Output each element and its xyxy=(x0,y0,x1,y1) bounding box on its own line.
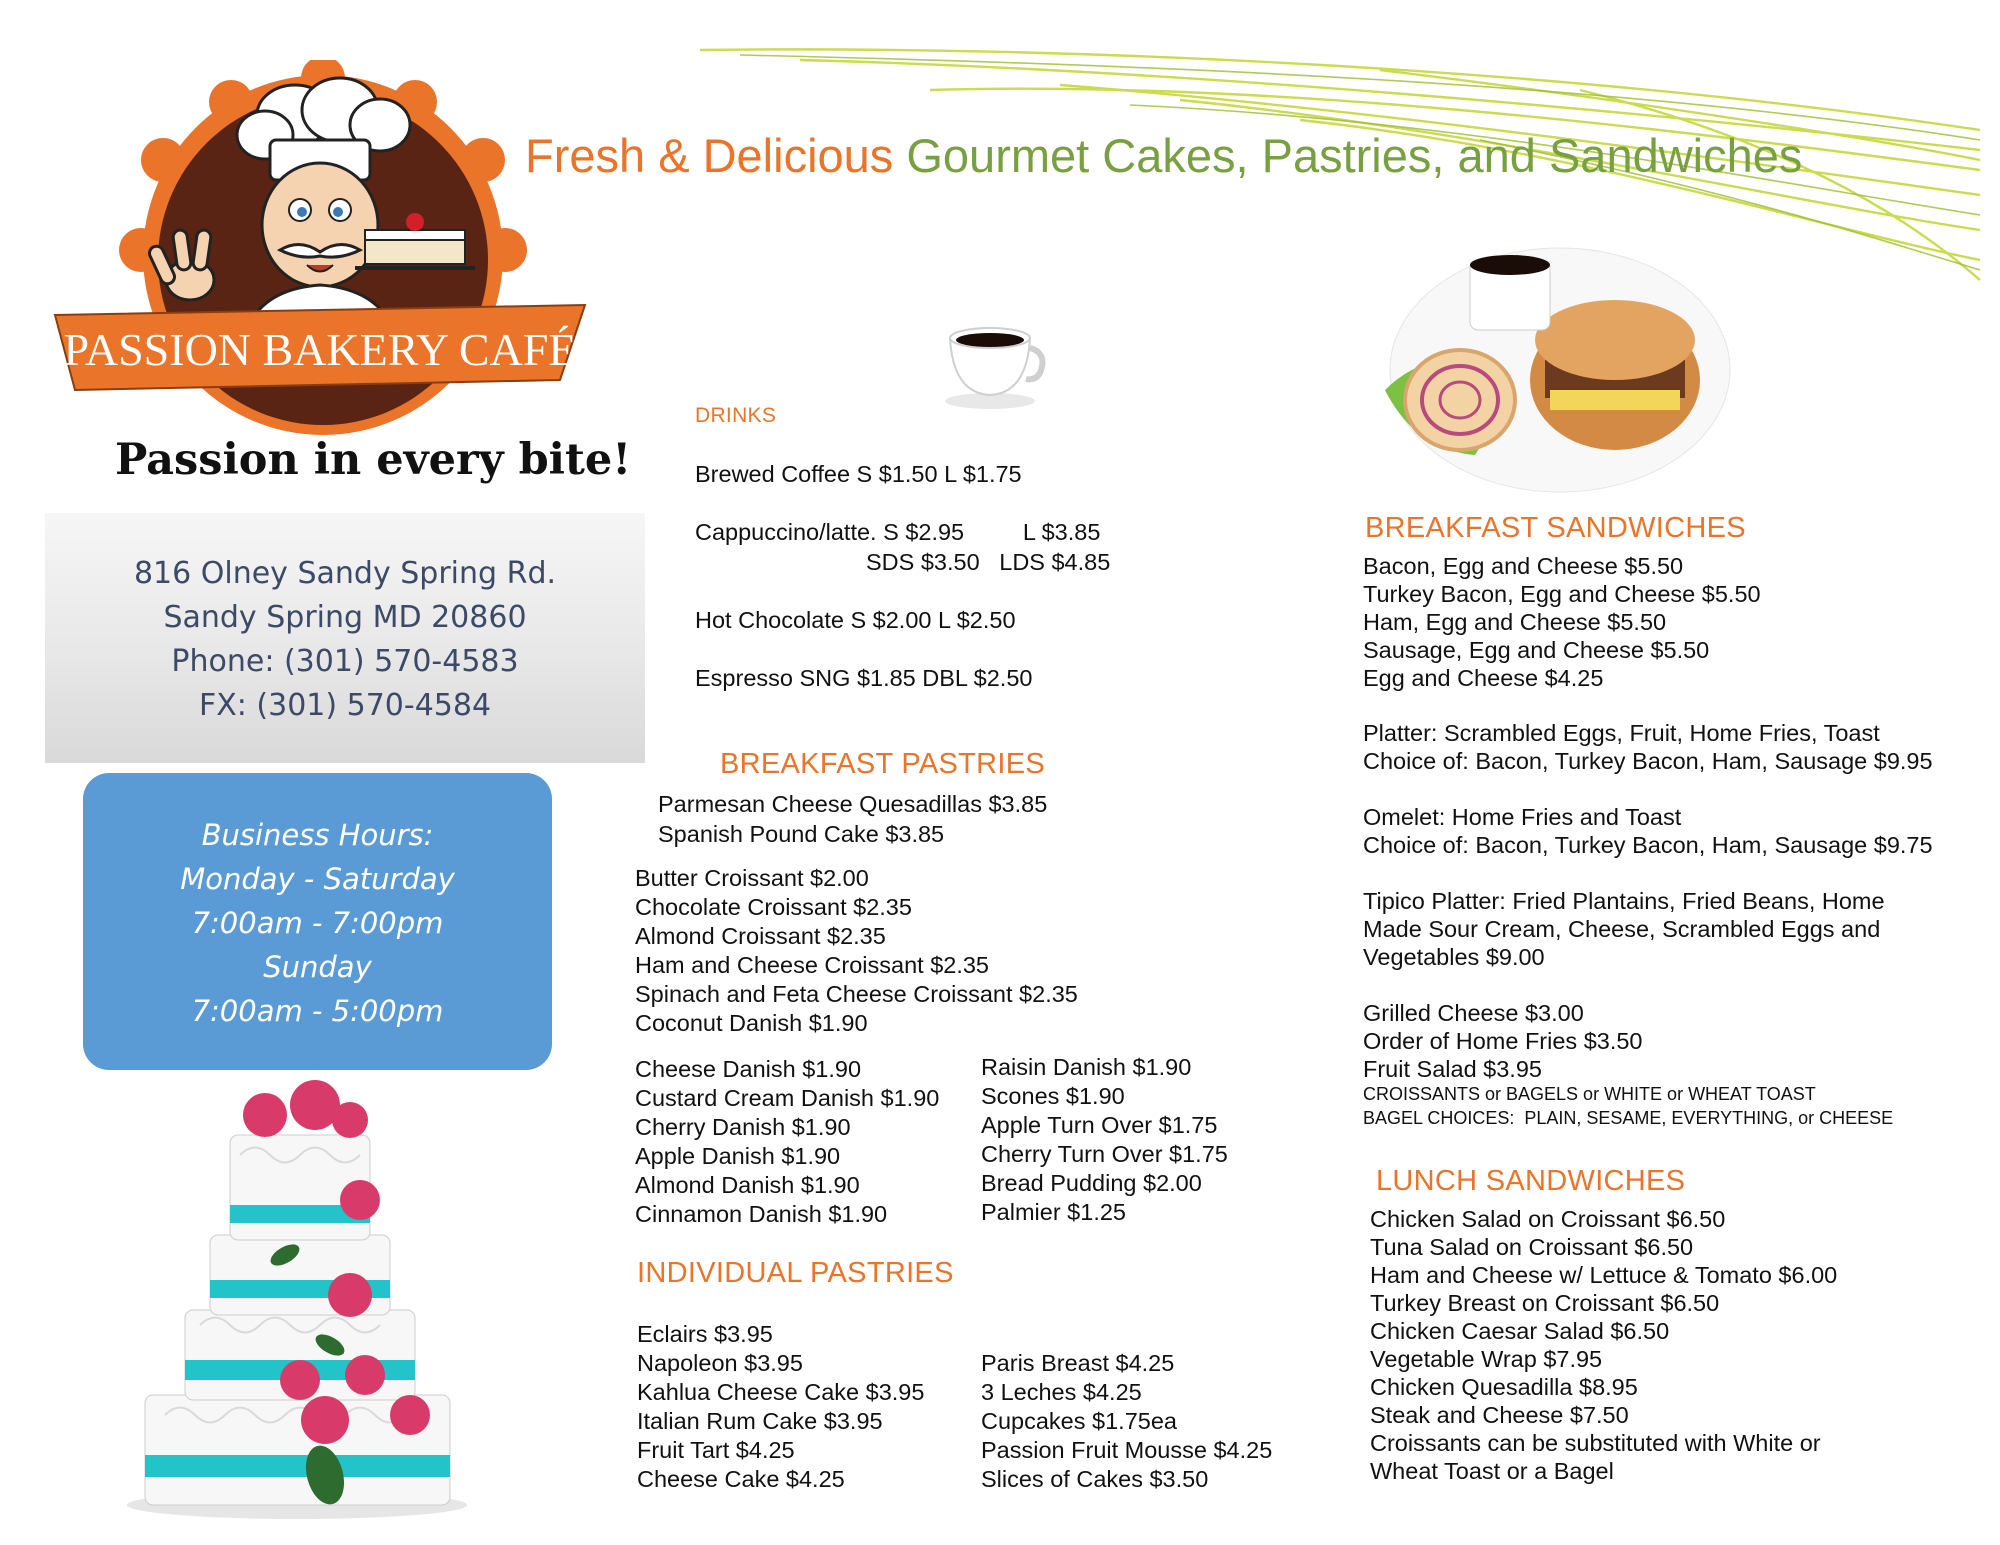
hours-sunday-time: 7:00am - 5:00pm xyxy=(191,994,444,1028)
pastry-item: Cheese Danish $1.90 xyxy=(635,1056,862,1082)
address-box xyxy=(45,513,645,763)
pastry-item: Spanish Pound Cake $3.85 xyxy=(658,821,945,847)
sandwich-item: Sausage, Egg and Cheese $5.50 xyxy=(1363,637,1710,663)
lunch-item: Chicken Salad on Croissant $6.50 xyxy=(1370,1206,1726,1232)
omelet-line: Choice of: Bacon, Turkey Bacon, Ham, Sausage $9.75 xyxy=(1363,832,1933,858)
pastry-item: Italian Rum Cake $3.95 xyxy=(637,1408,883,1434)
pastry-item: Ham and Cheese Croissant $2.35 xyxy=(635,952,990,978)
coffee-cup-icon xyxy=(935,313,1050,413)
lunch-item: Steak and Cheese $7.50 xyxy=(1370,1402,1629,1428)
pastry-item: Slices of Cakes $3.50 xyxy=(981,1466,1209,1492)
business-hours-box xyxy=(83,773,552,1070)
pastry-item: Chocolate Croissant $2.35 xyxy=(635,894,912,920)
pastry-item: 3 Leches $4.25 xyxy=(981,1379,1142,1405)
lunch-item: Chicken Caesar Salad $6.50 xyxy=(1370,1318,1670,1344)
tagline: Passion in every bite! xyxy=(115,435,632,485)
extra-item: Order of Home Fries $3.50 xyxy=(1363,1028,1643,1054)
phone-line: Phone: (301) 570-4583 xyxy=(171,644,519,679)
pastry-item: Bread Pudding $2.00 xyxy=(981,1170,1202,1196)
bagel-note: BAGEL CHOICES: PLAIN, SESAME, EVERYTHING, or CHEESE xyxy=(1363,1108,1894,1128)
pastry-item: Raisin Danish $1.90 xyxy=(981,1054,1192,1080)
lunch-item: Chicken Quesadilla $8.95 xyxy=(1370,1374,1638,1400)
pastry-item: Almond Danish $1.90 xyxy=(635,1172,860,1198)
individual-pastries-title: INDIVIDUAL PASTRIES xyxy=(637,1257,954,1289)
bagel-sandwich-plate-image xyxy=(1365,240,1740,495)
hours-weekday-time: 7:00am - 7:00pm xyxy=(191,906,444,940)
fax-line: FX: (301) 570-4584 xyxy=(198,688,492,723)
lunch-note: Croissants can be substituted with White or xyxy=(1370,1430,1821,1456)
lunch-sandwiches-title: LUNCH SANDWICHES xyxy=(1376,1165,1686,1197)
wedding-cake-image xyxy=(125,1075,470,1525)
drinks-item: Hot Chocolate S $2.00 L $2.50 xyxy=(695,607,1016,633)
pastry-item: Palmier $1.25 xyxy=(981,1199,1126,1225)
pastry-item: Apple Danish $1.90 xyxy=(635,1143,841,1169)
pastry-item: Eclairs $3.95 xyxy=(637,1321,773,1347)
platter-line: Platter: Scrambled Eggs, Fruit, Home Fries, Toast xyxy=(1363,720,1880,746)
hours-weekday-label: Monday - Saturday xyxy=(180,862,455,896)
drinks-title: DRINKS xyxy=(695,404,777,427)
sandwich-item: Ham, Egg and Cheese $5.50 xyxy=(1363,609,1667,635)
pastry-item: Parmesan Cheese Quesadillas $3.85 xyxy=(658,791,1048,817)
pastry-item: Napoleon $3.95 xyxy=(637,1350,803,1376)
bread-note: CROISSANTS or BAGELS or WHITE or WHEAT TOAST xyxy=(1363,1084,1816,1104)
pastry-item: Butter Croissant $2.00 xyxy=(635,865,869,891)
pastry-item: Cupcakes $1.75ea xyxy=(981,1408,1177,1434)
hours-heading: Business Hours: xyxy=(201,818,434,852)
sandwich-item: Egg and Cheese $4.25 xyxy=(1363,665,1604,691)
pastry-item: Apple Turn Over $1.75 xyxy=(981,1112,1218,1138)
pastry-item: Cherry Danish $1.90 xyxy=(635,1114,851,1140)
breakfast-sandwiches-title: BREAKFAST SANDWICHES xyxy=(1365,512,1746,544)
headline-part-1: Fresh & Delicious xyxy=(525,129,894,182)
extra-item: Fruit Salad $3.95 xyxy=(1363,1056,1542,1082)
drinks-item: Cappuccino/latte. S $2.95 L $3.85 xyxy=(695,519,1101,545)
pastry-item: Custard Cream Danish $1.90 xyxy=(635,1085,940,1111)
headline xyxy=(525,128,1802,183)
lunch-note: Wheat Toast or a Bagel xyxy=(1370,1458,1614,1484)
pastry-item: Spinach and Feta Cheese Croissant $2.35 xyxy=(635,981,1078,1007)
lunch-item: Ham and Cheese w/ Lettuce & Tomato $6.00 xyxy=(1370,1262,1838,1288)
drinks-item: Brewed Coffee S $1.50 L $1.75 xyxy=(695,461,1022,487)
logo-name: PASSION BAKERY CAFÉ xyxy=(63,324,577,375)
drinks-item: Espresso SNG $1.85 DBL $2.50 xyxy=(695,665,1033,691)
lunch-item: Vegetable Wrap $7.95 xyxy=(1370,1346,1603,1372)
lunch-item: Turkey Breast on Croissant $6.50 xyxy=(1370,1290,1720,1316)
platter-line: Choice of: Bacon, Turkey Bacon, Ham, Sausage $9.95 xyxy=(1363,748,1933,774)
sandwich-item: Turkey Bacon, Egg and Cheese $5.50 xyxy=(1363,581,1761,607)
tipico-line: Made Sour Cream, Cheese, Scrambled Eggs and xyxy=(1363,916,1881,942)
omelet-line: Omelet: Home Fries and Toast xyxy=(1363,804,1682,830)
pastry-item: Cheese Cake $4.25 xyxy=(637,1466,845,1492)
pastry-item: Cherry Turn Over $1.75 xyxy=(981,1141,1228,1167)
pastry-item: Kahlua Cheese Cake $3.95 xyxy=(637,1379,925,1405)
headline-part-2: Gourmet Cakes, Pastries, and Sandwiches xyxy=(906,129,1803,182)
tipico-line: Vegetables $9.00 xyxy=(1363,944,1545,970)
lunch-item: Tuna Salad on Croissant $6.50 xyxy=(1370,1234,1694,1260)
pastry-item: Scones $1.90 xyxy=(981,1083,1125,1109)
extra-item: Grilled Cheese $3.00 xyxy=(1363,1000,1584,1026)
drinks-item: SDS $3.50 LDS $4.85 xyxy=(866,549,1111,575)
address-line-2: Sandy Spring MD 20860 xyxy=(163,600,527,635)
chef-logo xyxy=(45,60,605,440)
breakfast-pastries-title: BREAKFAST PASTRIES xyxy=(720,748,1046,780)
sandwich-item: Bacon, Egg and Cheese $5.50 xyxy=(1363,553,1684,579)
pastry-item: Almond Croissant $2.35 xyxy=(635,923,886,949)
pastry-item: Fruit Tart $4.25 xyxy=(637,1437,795,1463)
hours-sunday-label: Sunday xyxy=(263,950,372,984)
tipico-line: Tipico Platter: Fried Plantains, Fried Beans, Home xyxy=(1363,888,1885,914)
pastry-item: Paris Breast $4.25 xyxy=(981,1350,1175,1376)
pastry-item: Coconut Danish $1.90 xyxy=(635,1010,868,1036)
pastry-item: Passion Fruit Mousse $4.25 xyxy=(981,1437,1273,1463)
pastry-item: Cinnamon Danish $1.90 xyxy=(635,1201,888,1227)
address-line-1: 816 Olney Sandy Spring Rd. xyxy=(133,556,557,591)
